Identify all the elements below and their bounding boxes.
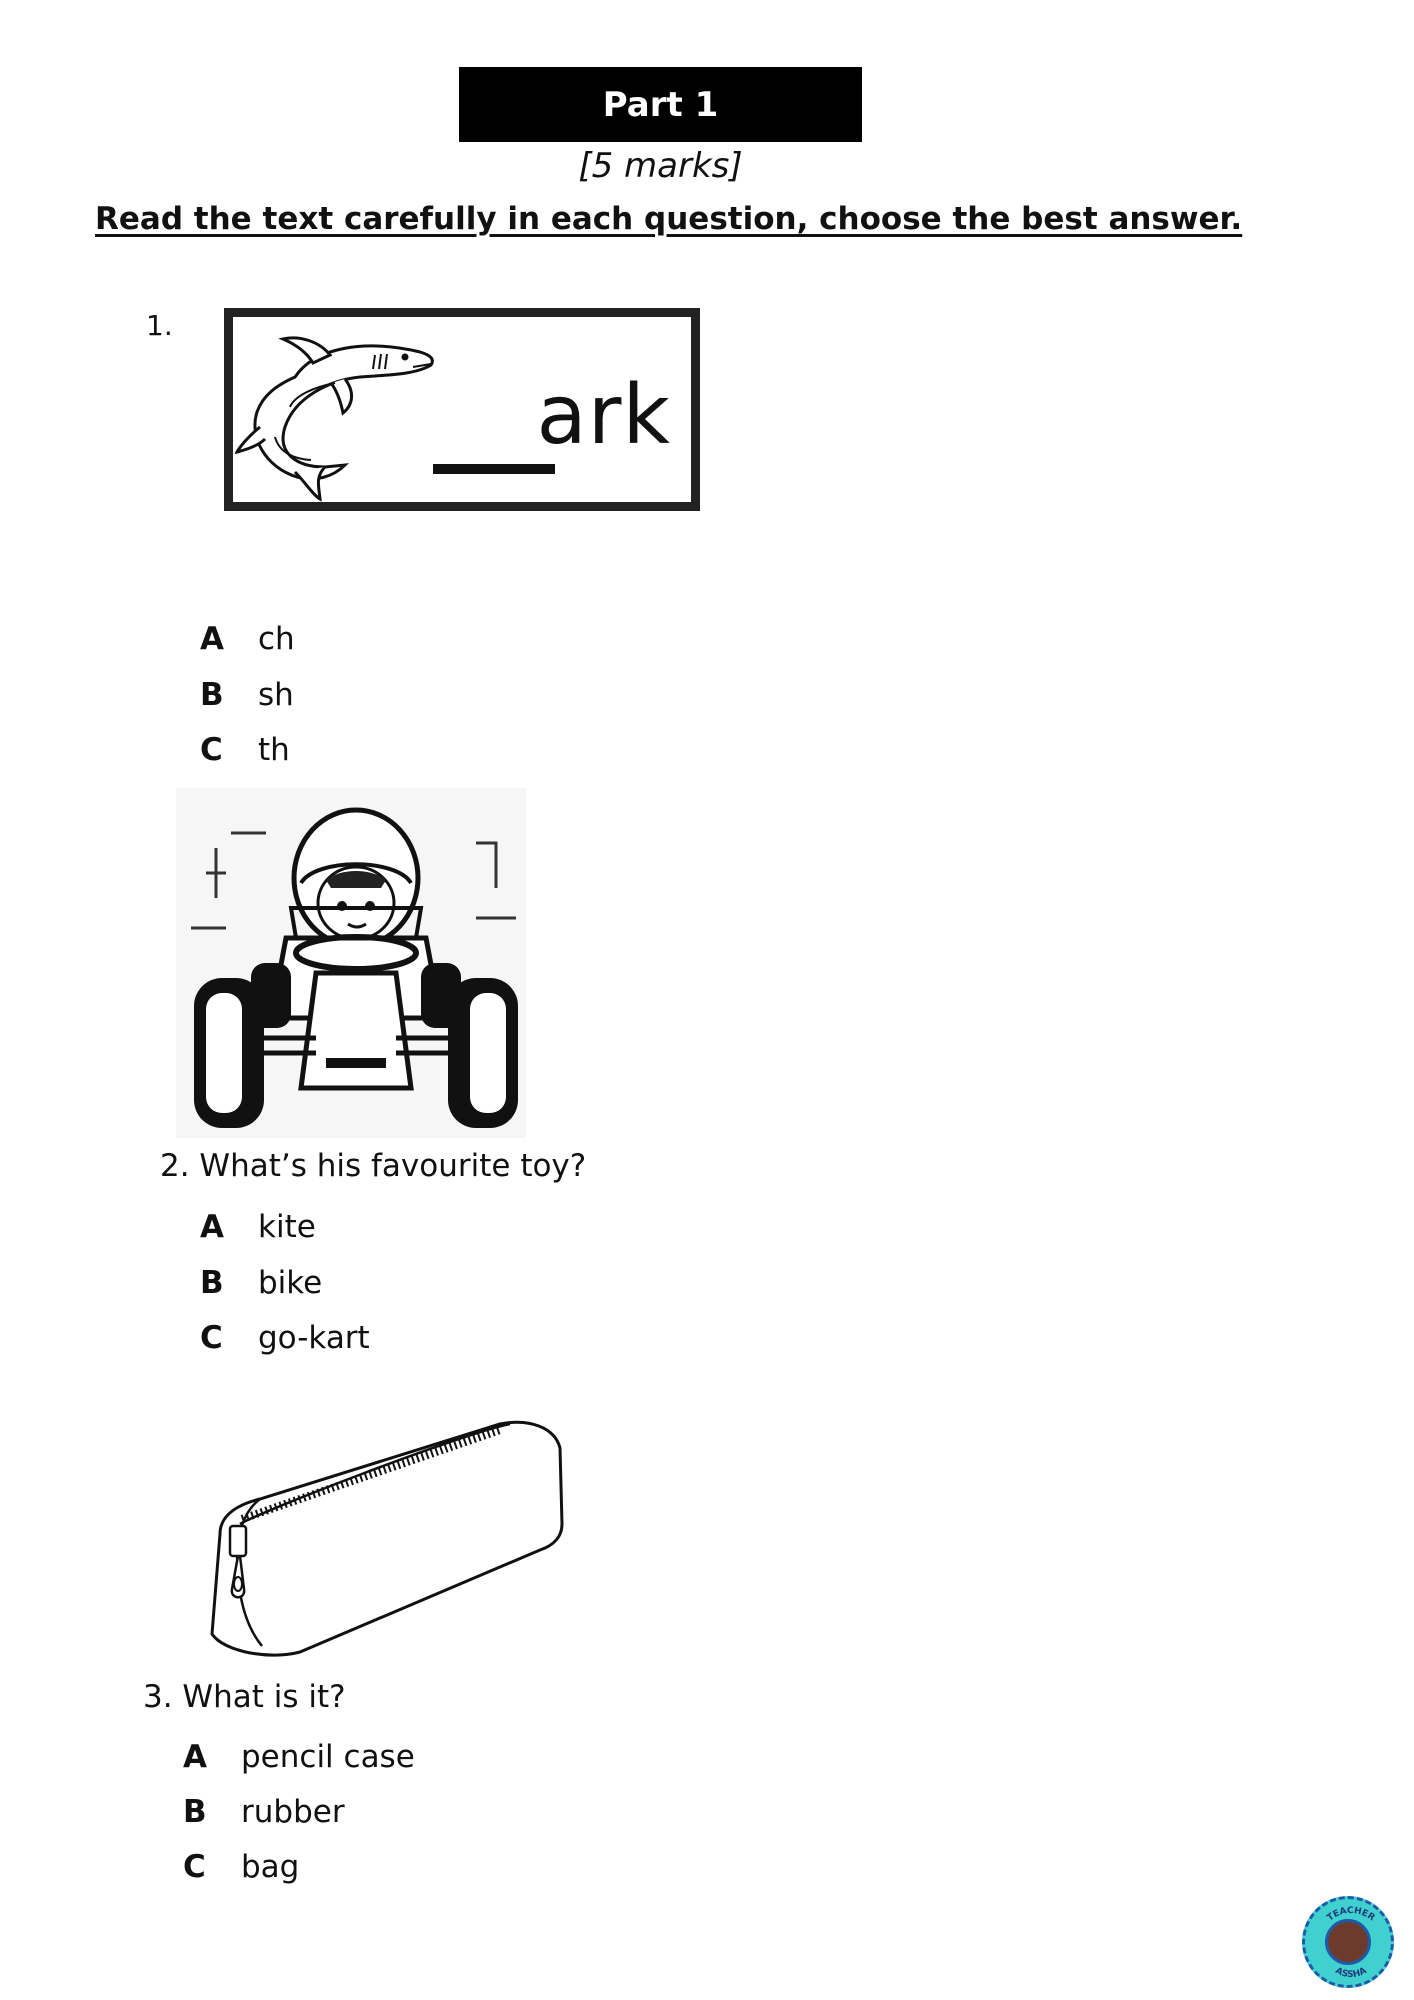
option-letter: B: [200, 1265, 224, 1301]
q2-option-c[interactable]: [200, 1318, 370, 1358]
option-text: bike: [258, 1265, 323, 1301]
option-letter: A: [200, 621, 224, 657]
part-title: Part 1: [602, 84, 719, 125]
instruction-text: Read the text carefully in each question, choose the best answer.: [95, 201, 1243, 237]
q1-option-b[interactable]: [200, 675, 294, 715]
q3-option-a[interactable]: [183, 1737, 415, 1777]
part-title-banner: [459, 67, 862, 142]
option-letter: A: [183, 1739, 207, 1775]
question-3-text: 3. What is it?: [143, 1679, 346, 1715]
option-text: go-kart: [258, 1320, 370, 1356]
q2-option-a[interactable]: [200, 1207, 316, 1247]
word-suffix: ark: [536, 368, 671, 463]
blank-line: [433, 464, 555, 474]
option-letter: C: [200, 1320, 223, 1356]
option-text: bag: [241, 1849, 300, 1885]
pencil-case-illustration: [200, 1414, 570, 1664]
option-text: ch: [258, 621, 295, 657]
option-text: rubber: [241, 1794, 345, 1830]
shark-word-card: [224, 308, 700, 511]
q2-option-b[interactable]: [200, 1263, 322, 1303]
option-text: sh: [258, 677, 294, 713]
teacher-logo: [1302, 1896, 1394, 1988]
option-letter: A: [200, 1209, 224, 1245]
option-text: pencil case: [241, 1739, 415, 1775]
question-1-number: 1.: [146, 309, 173, 342]
option-text: th: [258, 732, 290, 768]
svg-text:TEACHER: TEACHER: [1325, 1905, 1377, 1924]
svg-text:ASSHA: ASSHA: [1333, 1965, 1369, 1981]
option-letter: C: [183, 1849, 206, 1885]
q3-option-b[interactable]: [183, 1792, 345, 1832]
option-text: kite: [258, 1209, 316, 1245]
go-kart-illustration: [176, 788, 526, 1138]
q1-option-c[interactable]: [200, 730, 290, 770]
q1-option-a[interactable]: [200, 619, 295, 659]
option-letter: C: [200, 732, 223, 768]
logo-text: [1305, 1899, 1397, 1991]
option-letter: B: [183, 1794, 207, 1830]
question-2-text: 2. What’s his favourite toy?: [160, 1148, 587, 1184]
shark-illustration: [235, 317, 445, 502]
marks-label: [5 marks]: [578, 146, 743, 186]
option-letter: B: [200, 677, 224, 713]
q3-option-c[interactable]: [183, 1847, 299, 1887]
